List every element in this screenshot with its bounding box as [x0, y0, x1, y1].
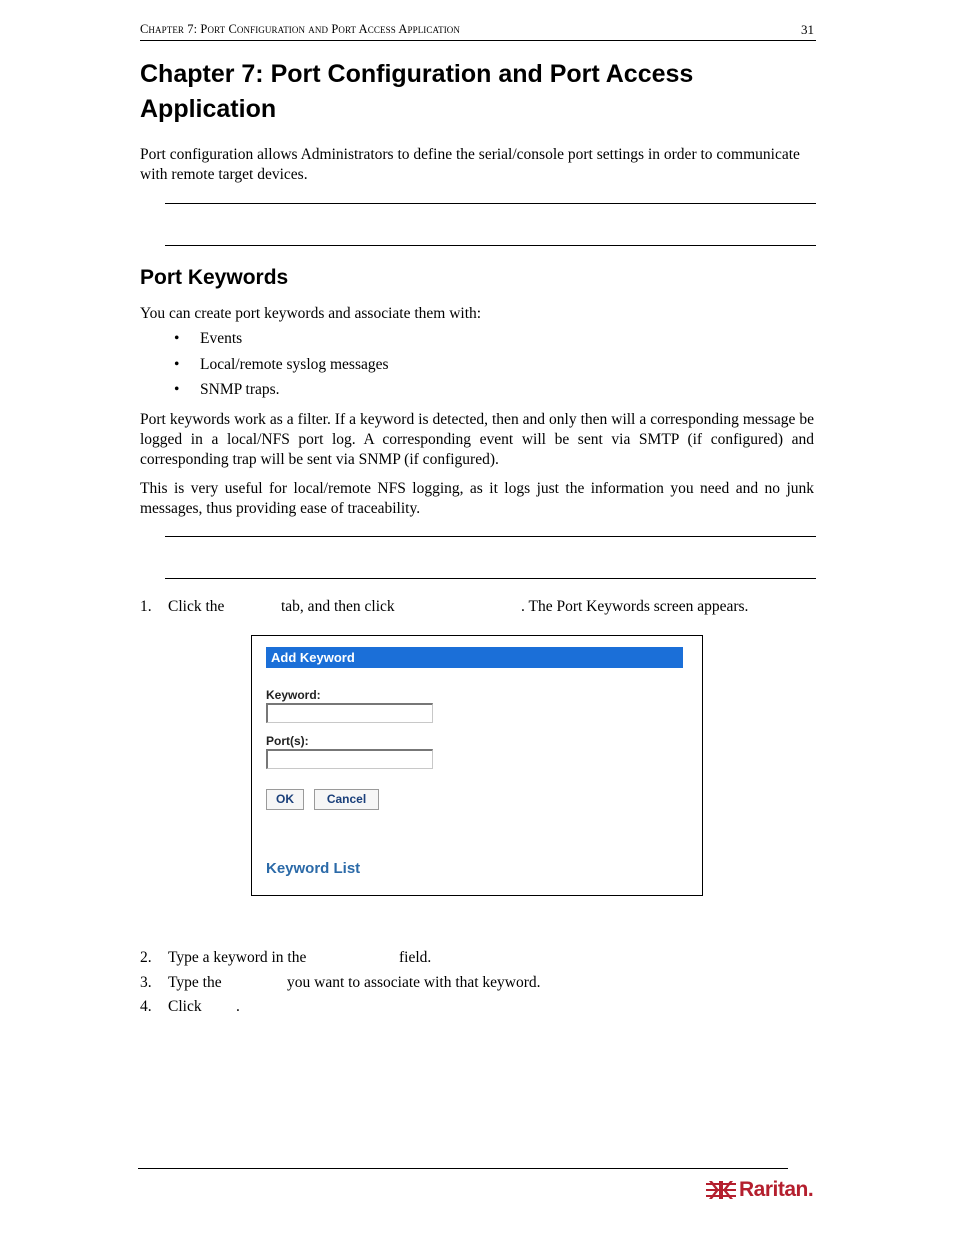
raritan-logo-text: Raritan. — [739, 1178, 814, 1201]
section-lead: You can create port keywords and associate them with: — [140, 305, 482, 322]
add-keyword-screenshot — [251, 635, 703, 896]
bullet-list — [174, 329, 389, 406]
add-keyword-header: Add Keyword — [266, 647, 683, 668]
running-header — [140, 22, 816, 41]
step-text: Type a keyword in the — [168, 949, 307, 966]
section-title: Port Keywords — [140, 266, 289, 289]
note-rule-top — [165, 203, 816, 204]
list-item: • Events — [174, 329, 389, 355]
step-number: 4. — [140, 998, 152, 1015]
step-text: . The Port Keywords screen appears. — [521, 598, 749, 615]
note-rule-bottom — [165, 245, 816, 246]
ports-input[interactable] — [266, 749, 433, 769]
list-item: • Local/remote syslog messages — [174, 355, 389, 381]
keyword-label: Keyword: — [266, 688, 321, 702]
step-text: . — [236, 998, 240, 1015]
list-item: • SNMP traps. — [174, 380, 389, 406]
cancel-button[interactable]: Cancel — [314, 789, 379, 810]
intro-paragraph: Port configuration allows Administrators to define the serial/console port settings in order to communicate with remote target devices. — [140, 146, 800, 183]
keyword-input[interactable] — [266, 703, 433, 723]
ok-button[interactable]: OK — [266, 789, 304, 810]
footer-rule — [138, 1168, 788, 1169]
step-text: Click — [168, 998, 202, 1015]
step-number: 1. — [140, 598, 152, 615]
keyword-list-link[interactable]: Keyword List — [266, 860, 361, 877]
ports-label: Port(s): — [266, 734, 309, 748]
procedure-rule-bottom — [165, 578, 816, 579]
step-text: tab, and then click — [281, 598, 395, 615]
step-text: field. — [399, 949, 432, 966]
step-text: Click the — [168, 598, 225, 615]
page-number: 31 — [801, 22, 814, 37]
procedure-rule-top — [165, 536, 816, 537]
step-number: 3. — [140, 974, 152, 991]
logging-paragraph: This is very useful for local/remote NFS logging, as it logs just the information you need and no junk messages, thus providing ease of traceability. — [140, 480, 814, 517]
step-text: Type the — [168, 974, 222, 991]
step-number: 2. — [140, 949, 152, 966]
running-header-title: Chapter 7: Port Configuration and Port Access Application — [140, 22, 460, 36]
filter-paragraph: Port keywords work as a filter. If a keyword is detected, then and only then will a corresponding message be logged in a local/NFS port log. A corresponding event will be sent via SMTP (if configured) and corresponding trap will be sent via SNMP (if configured). — [140, 411, 814, 468]
raritan-logo-icon — [706, 1181, 736, 1199]
step-text: you want to associate with that keyword. — [287, 974, 541, 991]
chapter-title: Chapter 7: Port Configuration and Port Access Application — [140, 60, 694, 123]
